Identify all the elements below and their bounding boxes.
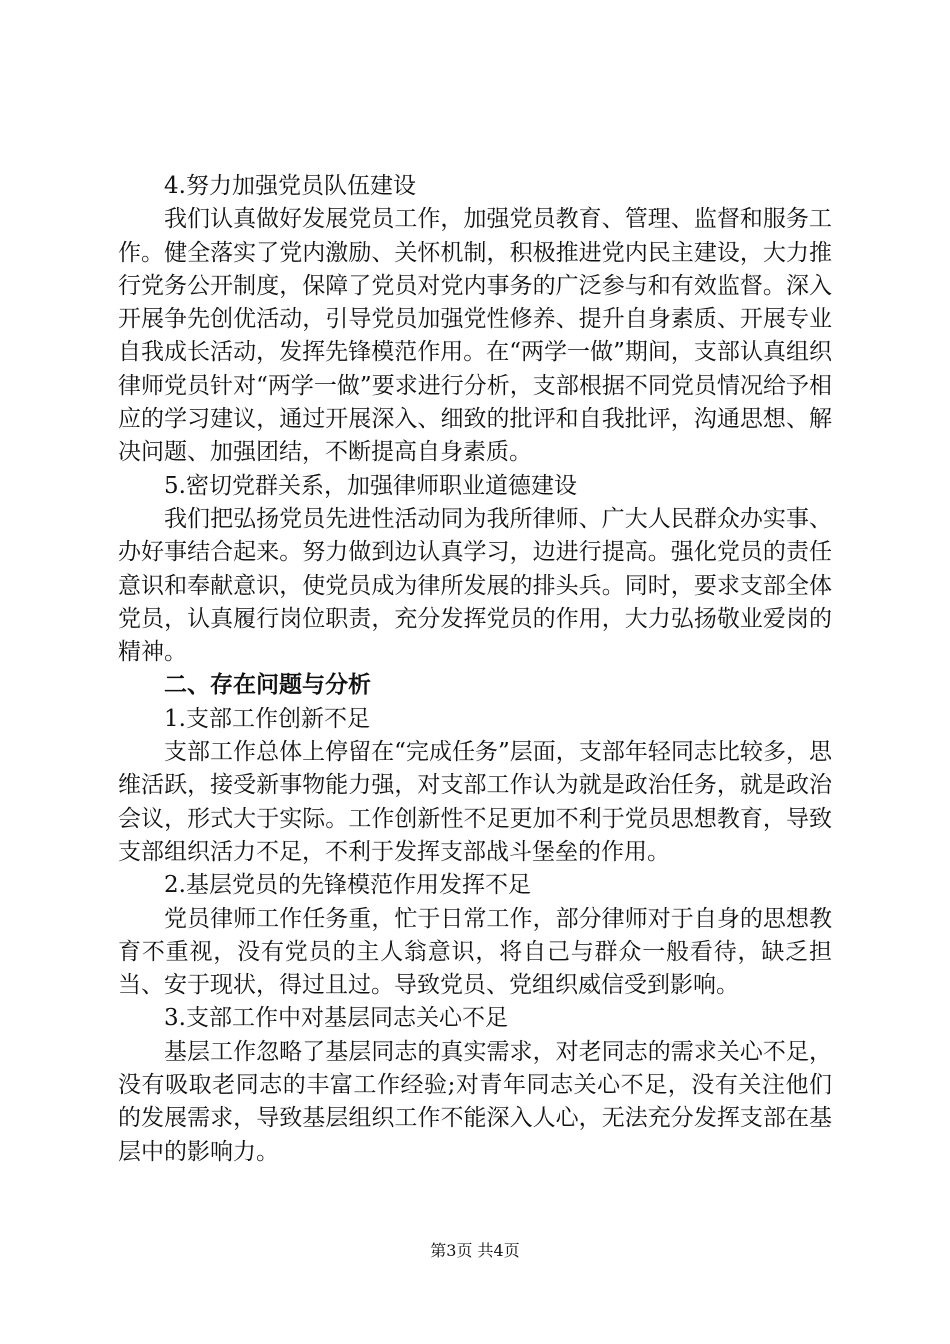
- paragraph-vanguard-role: 党员律师工作任务重，忙于日常工作，部分律师对于自身的思想教育不重视，没有党员的主人翁意识，将自己与群众一般看待，缺乏担当、安于现状，得过且过。导致党员、党组织威信受到影响。: [118, 905, 832, 999]
- subheading-3: 3.支部工作中对基层同志关心不足: [164, 1005, 508, 1032]
- subheading-2: 2.基层党员的先锋模范作用发挥不足: [164, 872, 531, 899]
- paragraph-innovation: 支部工作总体上停留在“完成任务”层面，支部年轻同志比较多，思维活跃，接受新事物能力强，对支部工作认为就是政治任务，就是政治会议，形式大于实际。工作创新性不足更加不利于党员思想教育，导致支部组织活力不足，不利于发挥支部战斗堡垒的作用。: [118, 739, 832, 865]
- subheading-5: 5.密切党群关系，加强律师职业道德建设: [164, 472, 577, 499]
- document-body: [118, 170, 832, 1169]
- paragraph-party-building: 我们认真做好发展党员工作，加强党员教育、管理、监督和服务工作。健全落实了党内激励、关怀机制，积极推进党内民主建设，大力推行党务公开制度，保障了党员对党内事务的广泛参与和有效监督。深入开展争先创优活动，引导党员加强党性修养、提升自身素质、开展专业自我成长活动，发挥先锋模范作用。在“两学一做”期间，支部认真组织律师党员针对“两学一做”要求进行分析，支部根据不同党员情况给予相应的学习建议，通过开展深入、细致的批评和自我批评，沟通思想、解决问题、加强团结，不断提高自身素质。: [118, 206, 832, 466]
- subheading-4: 4.努力加强党员队伍建设: [164, 173, 416, 199]
- subheading-1: 1.支部工作创新不足: [164, 705, 370, 732]
- paragraph-grassroots-care: 基层工作忽略了基层同志的真实需求，对老同志的需求关心不足，没有吸取老同志的丰富工作经验;对青年同志关心不足，没有关注他们的发展需求，导致基层组织工作不能深入人心，无法充分发挥支部在基层中的影响力。: [118, 1038, 832, 1165]
- section-heading-problems: 二、存在问题与分析: [164, 672, 371, 699]
- paragraph-party-mass-relations: 我们把弘扬党员先进性活动同为我所律师、广大人民群众办实事、办好事结合起来。努力做到边认真学习，边进行提高。强化党员的责任意识和奉献意识，使党员成为律所发展的排头兵。同时，要求支部全体党员，认真履行岗位职责，充分发挥党员的作用，大力弘扬敬业爱岗的精神。: [118, 505, 832, 666]
- page-footer: 第3页 共4页: [430, 1241, 520, 1260]
